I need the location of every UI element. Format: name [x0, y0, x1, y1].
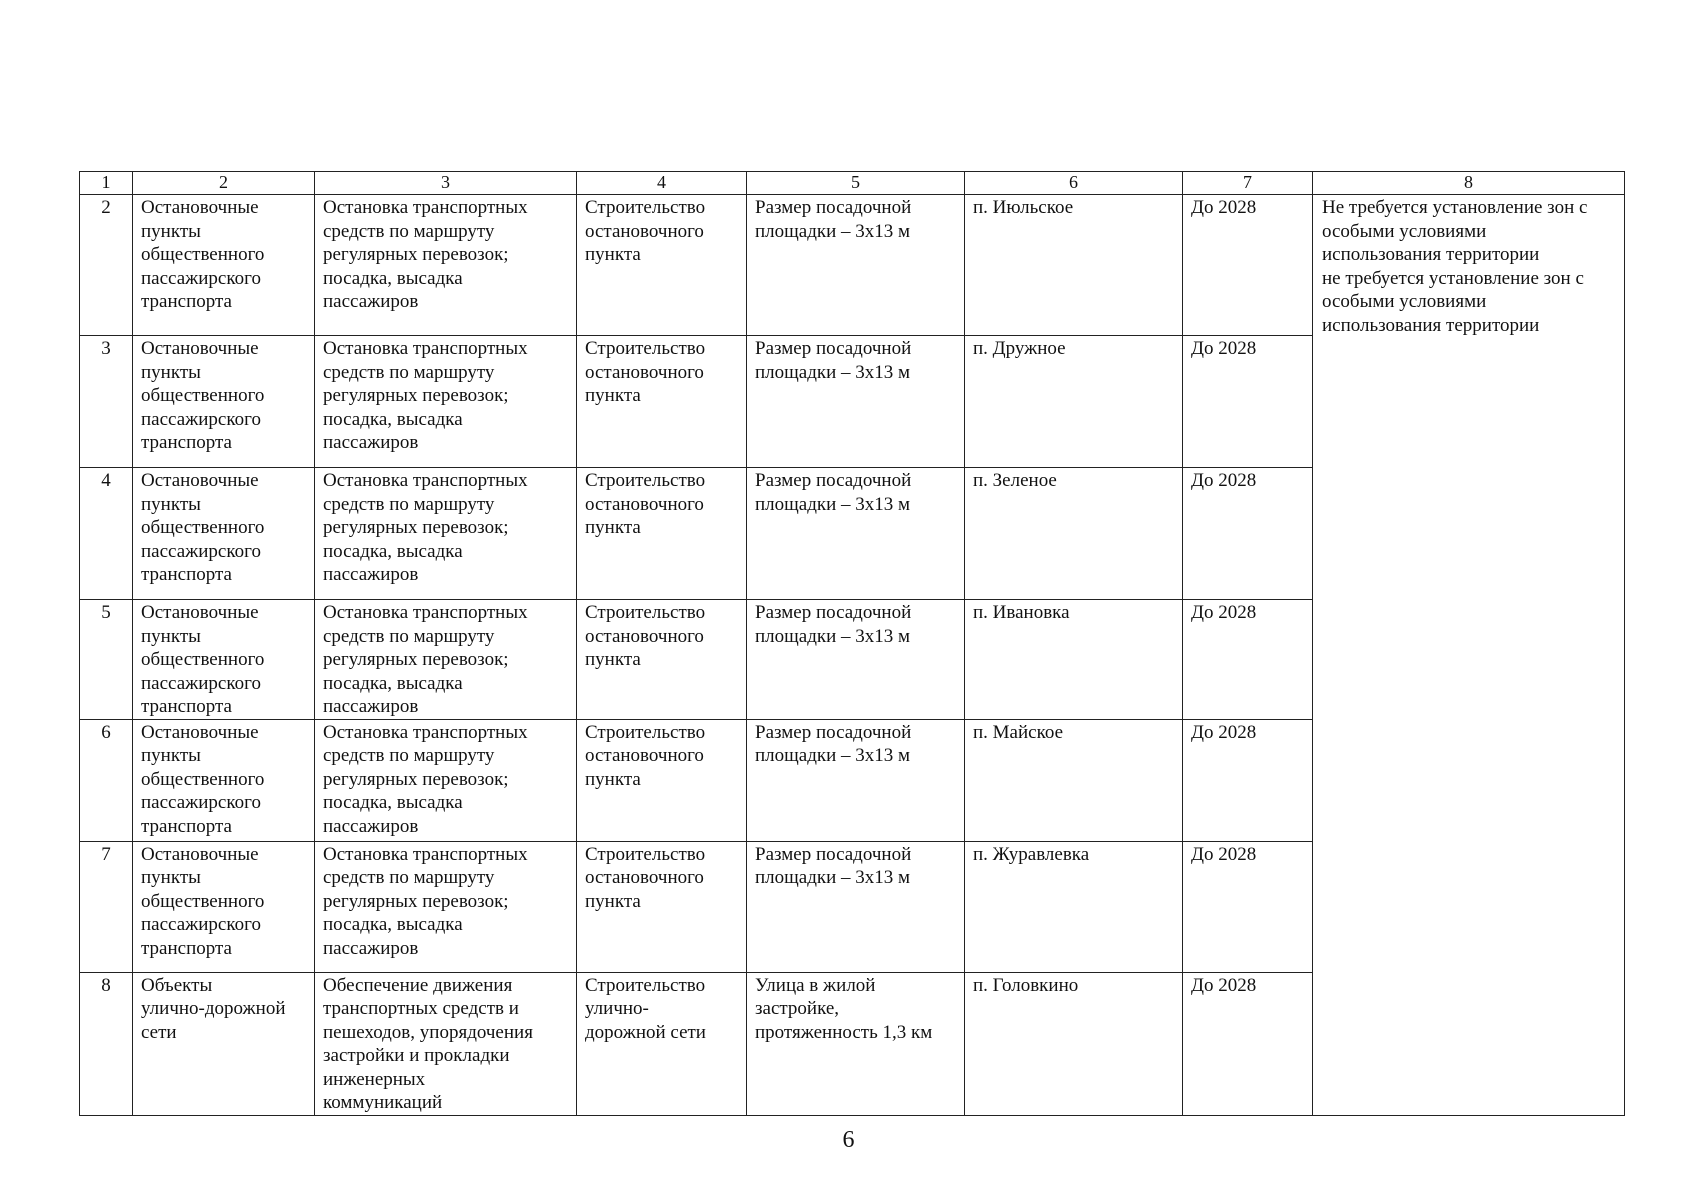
characteristic-cell: Размер посадочной площадки – 3х13 м: [747, 336, 965, 468]
row-number-cell: 2: [80, 195, 133, 336]
purpose-cell: Остановка транспортных средств по маршруту регулярных перевозок; посадка, высадка пассажиров: [315, 468, 577, 600]
characteristic-cell: Размер посадочной площадки – 3х13 м: [747, 600, 965, 720]
location-cell: п. Зеленое: [965, 468, 1183, 600]
zone-note-cell: Не требуется установление зон с особыми условиями использования территории не требуется установление зон с особыми условиями использования территории: [1313, 195, 1625, 1116]
column-number-cell: 4: [577, 172, 747, 195]
object-type-cell: Остановочные пункты общественного пассажирского транспорта: [133, 336, 315, 468]
column-number-cell: 3: [315, 172, 577, 195]
term-cell: До 2028: [1183, 468, 1313, 600]
term-cell: До 2028: [1183, 972, 1313, 1115]
purpose-cell: Остановка транспортных средств по маршруту регулярных перевозок; посадка, высадка пассажиров: [315, 719, 577, 841]
row-number-cell: 6: [80, 719, 133, 841]
activity-cell: Строительство остановочного пункта: [577, 195, 747, 336]
location-cell: п. Июльское: [965, 195, 1183, 336]
object-type-cell: Остановочные пункты общественного пассажирского транспорта: [133, 468, 315, 600]
characteristic-cell: Размер посадочной площадки – 3х13 м: [747, 841, 965, 972]
purpose-cell: Обеспечение движения транспортных средств и пешеходов, упорядочения застройки и прокладки инженерных коммуникаций: [315, 972, 577, 1115]
location-cell: п. Головкино: [965, 972, 1183, 1115]
term-cell: До 2028: [1183, 841, 1313, 972]
object-type-cell: Остановочные пункты общественного пассажирского транспорта: [133, 195, 315, 336]
column-number-cell: 6: [965, 172, 1183, 195]
column-number-cell: 1: [80, 172, 133, 195]
characteristic-cell: Размер посадочной площадки – 3х13 м: [747, 719, 965, 841]
page-number: 6: [842, 1127, 855, 1153]
row-number-cell: 3: [80, 336, 133, 468]
term-cell: До 2028: [1183, 336, 1313, 468]
purpose-cell: Остановка транспортных средств по маршруту регулярных перевозок; посадка, высадка пассажиров: [315, 195, 577, 336]
column-number-cell: 8: [1313, 172, 1625, 195]
row-number-cell: 8: [80, 972, 133, 1115]
row-number-cell: 4: [80, 468, 133, 600]
characteristic-cell: Размер посадочной площадки – 3х13 м: [747, 468, 965, 600]
location-cell: п. Ивановка: [965, 600, 1183, 720]
object-type-cell: Остановочные пункты общественного пассажирского транспорта: [133, 600, 315, 720]
row-number-cell: 7: [80, 841, 133, 972]
term-cell: До 2028: [1183, 719, 1313, 841]
activity-cell: Строительство остановочного пункта: [577, 336, 747, 468]
planned-objects-table: [79, 171, 1625, 1116]
activity-cell: Строительство остановочного пункта: [577, 719, 747, 841]
activity-cell: Строительство улично- дорожной сети: [577, 972, 747, 1115]
object-type-cell: Остановочные пункты общественного пассажирского транспорта: [133, 841, 315, 972]
row-number-cell: 5: [80, 600, 133, 720]
term-cell: До 2028: [1183, 195, 1313, 336]
location-cell: п. Журавлевка: [965, 841, 1183, 972]
table-row: [80, 195, 1625, 336]
column-number-cell: 5: [747, 172, 965, 195]
column-number-row: [80, 172, 1625, 195]
location-cell: п. Дружное: [965, 336, 1183, 468]
activity-cell: Строительство остановочного пункта: [577, 841, 747, 972]
activity-cell: Строительство остановочного пункта: [577, 468, 747, 600]
object-type-cell: Остановочные пункты общественного пассажирского транспорта: [133, 719, 315, 841]
column-number-cell: 7: [1183, 172, 1313, 195]
planned-objects-table-container: [79, 171, 1624, 1116]
term-cell: До 2028: [1183, 600, 1313, 720]
characteristic-cell: Размер посадочной площадки – 3х13 м: [747, 195, 965, 336]
purpose-cell: Остановка транспортных средств по маршруту регулярных перевозок; посадка, высадка пассажиров: [315, 600, 577, 720]
characteristic-cell: Улица в жилой застройке, протяженность 1,3 км: [747, 972, 965, 1115]
purpose-cell: Остановка транспортных средств по маршруту регулярных перевозок; посадка, высадка пассажиров: [315, 336, 577, 468]
purpose-cell: Остановка транспортных средств по маршруту регулярных перевозок; посадка, высадка пассажиров: [315, 841, 577, 972]
location-cell: п. Майское: [965, 719, 1183, 841]
column-number-cell: 2: [133, 172, 315, 195]
object-type-cell: Объекты улично-дорожной сети: [133, 972, 315, 1115]
activity-cell: Строительство остановочного пункта: [577, 600, 747, 720]
